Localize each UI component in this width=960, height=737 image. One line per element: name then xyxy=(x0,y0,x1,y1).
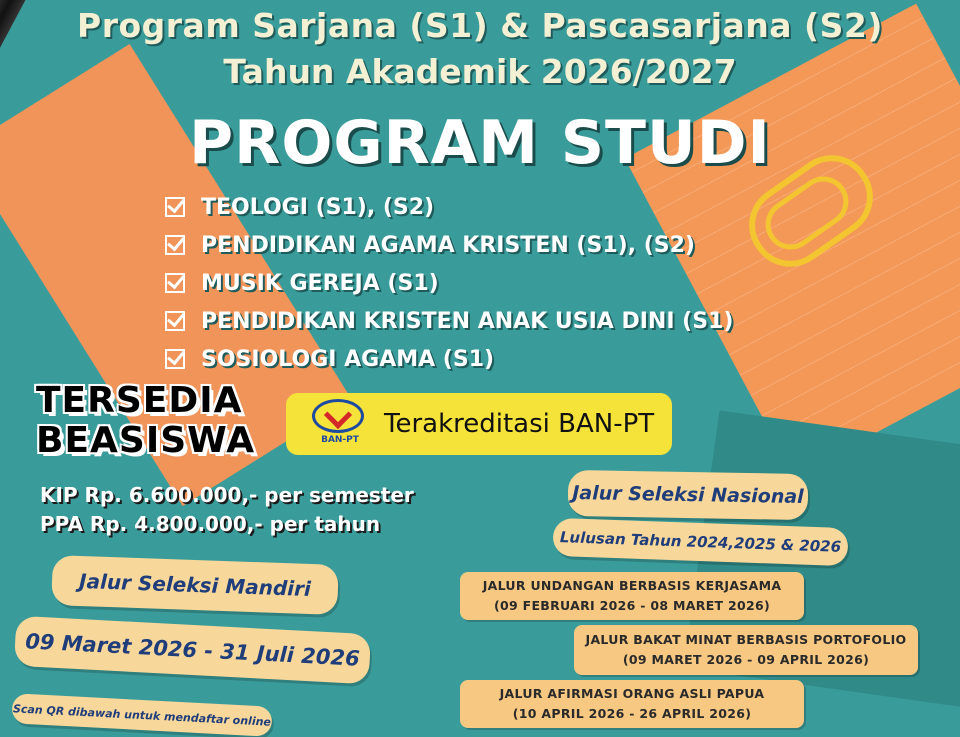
program-label: SOSIOLOGI AGAMA (S1) xyxy=(201,346,495,372)
scholarship-title-line2: BEASISWA xyxy=(36,420,256,461)
logo-caption: BAN-PT xyxy=(321,435,359,445)
program-item xyxy=(165,340,733,378)
program-level-title: Program Sarjana (S1) & Pascasarjana (S2) xyxy=(77,6,883,45)
ban-pt-logo-icon xyxy=(306,399,370,449)
program-studi-heading: PROGRAM STUDI xyxy=(189,108,771,178)
national-selection-pill: Jalur Seleksi Nasional xyxy=(568,470,809,520)
track-name: JALUR UNDANGAN BERBASIS KERJASAMA xyxy=(482,578,782,593)
scholarship-title-line1: TERSEDIA xyxy=(36,380,243,421)
check-box-icon xyxy=(165,273,185,293)
program-item xyxy=(165,264,733,302)
scan-qr-note: Scan QR dibawah untuk mendaftar online xyxy=(11,693,272,737)
program-label: PENDIDIKAN AGAMA KRISTEN (S1), (S2) xyxy=(201,232,695,258)
track-dates: (10 APRIL 2026 - 26 APRIL 2026) xyxy=(512,706,752,721)
program-label: MUSIK GEREJA (S1) xyxy=(201,270,439,296)
check-box-icon xyxy=(165,197,185,217)
graduates-year-pill: Lulusan Tahun 2024,2025 & 2026 xyxy=(552,518,848,566)
track-card xyxy=(460,572,804,620)
check-box-icon xyxy=(165,311,185,331)
independent-dates-pill: 09 Maret 2026 - 31 Juli 2026 xyxy=(14,616,371,685)
accreditation-text: Terakreditasi BAN-PT xyxy=(384,409,655,439)
accreditation-badge xyxy=(286,393,672,455)
independent-selection-pill: Jalur Seleksi Mandiri xyxy=(51,555,339,615)
check-box-icon xyxy=(165,235,185,255)
check-box-icon xyxy=(165,349,185,369)
track-name: JALUR BAKAT MINAT BERBASIS PORTOFOLIO xyxy=(585,632,907,647)
program-list xyxy=(165,188,733,378)
track-dates: (09 MARET 2026 - 09 APRIL 2026) xyxy=(622,652,870,667)
track-dates: (09 FEBRUARI 2026 - 08 MARET 2026) xyxy=(493,598,771,613)
program-item xyxy=(165,226,733,264)
program-item xyxy=(165,188,733,226)
program-label: TEOLOGI (S1), (S2) xyxy=(201,194,435,220)
academic-year-title: Tahun Akademik 2026/2027 xyxy=(223,52,737,91)
track-name: JALUR AFIRMASI ORANG ASLI PAPUA xyxy=(499,686,765,701)
ppa-fee: PPA Rp. 4.800.000,- per tahun xyxy=(40,512,381,536)
program-label: PENDIDIKAN KRISTEN ANAK USIA DINI (S1) xyxy=(201,308,734,334)
track-card xyxy=(574,625,918,675)
track-card xyxy=(460,680,804,728)
kip-fee: KIP Rp. 6.600.000,- per semester xyxy=(40,483,414,507)
program-item xyxy=(165,302,733,340)
